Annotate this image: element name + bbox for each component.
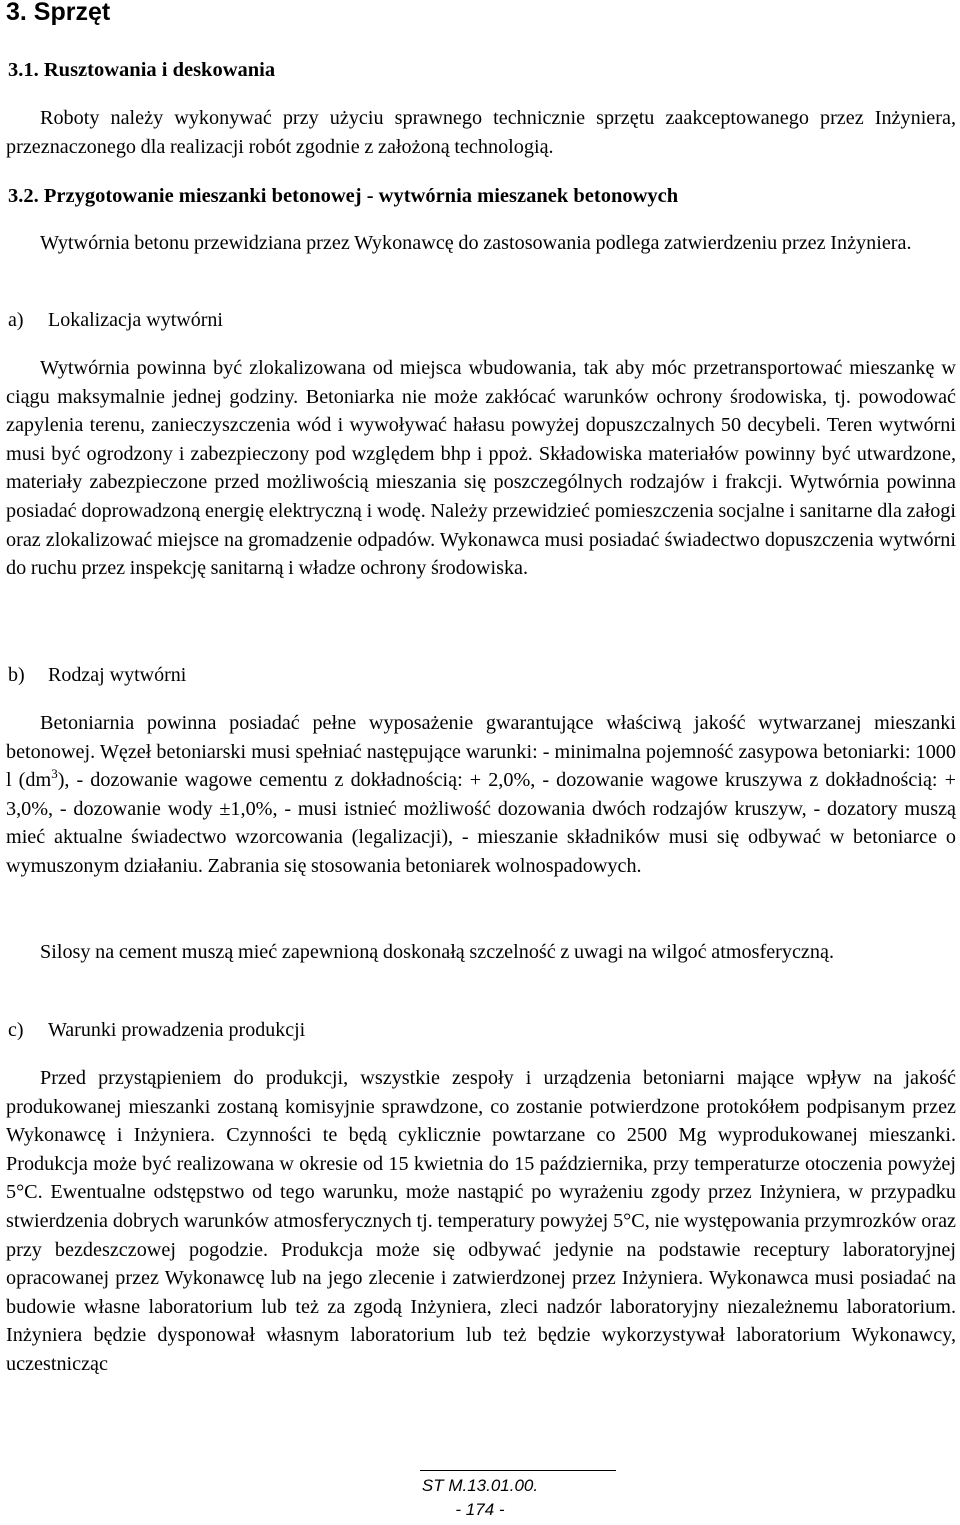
section-3-2-title: 3.2. Przygotowanie mieszanki betonowej - wytwórnia mieszanek betonowych (8, 185, 679, 207)
subsection-b-paragraph (6, 709, 956, 881)
footer-divider (420, 1470, 616, 1471)
superscript-3: 3 (51, 766, 58, 782)
footer-page-number: - 174 - (455, 1500, 505, 1519)
footer-spec-code: ST M.13.01.00. (421, 1476, 539, 1495)
subsection-c-title: Warunki prowadzenia produkcji (48, 1019, 306, 1041)
subsection-b-paragraph-part-1: Betoniarnia powinna posiadać pełne wyposażenie gwarantujące właściwą jakość wytwarzanej mieszanki betonowej. Węzeł betoniarski musi spełniać następujące warunki: - minimalna pojemność zasypowa betoniarki: 1000 l (dm (6, 712, 956, 792)
subsection-b-paragraph-part-2: ), - dozowanie wagowe cementu z dokładnością: + 2,0%, - dozowanie wagowe kruszywa z dokładnością: + 3,0%, - dozowanie wody ±1,0%, - musi istnieć możliwość dozowania dwóch rodzajów kruszyw, - dozatory muszą mieć aktualne świadectwo wzorcowania (legalizacji), - mieszanie składników musi się odbywać w betoniarce o wymuszonym działaniu. Zabrania się stosowania betoniarek wolnospadowych. (6, 769, 956, 877)
section-3-1-title: 3.1. Rusztowania i deskowania (8, 59, 276, 81)
subsection-b-label: b) (8, 664, 25, 686)
subsection-c-paragraph: Przed przystąpieniem do produkcji, wszystkie zespoły i urządzenia betoniarni mające wpływ na jakość produkowanej mieszanki zostaną komisyjnie sprawdzone, co zostanie potwierdzone protokółem podpisanym przez Wykonawcę i Inżyniera. Czynności te będą cyklicznie powtarzane co 2500 Mg wyprodukowanej mieszanki. Produkcja może być realizowana w okresie od 15 kwietnia do 15 października, przy temperaturze otoczenia powyżej 5°C. Ewentualne odstępstwo od tego warunku, może nastąpić po wyrażeniu zgody przez Inżyniera, w przypadku stwierdzenia dobrych warunków atmosferycznych tj. temperatury powyżej 5°C, nie występowania przymrozków oraz przy bezdeszczowej pogodzie. Produkcja może się odbywać jedynie na podstawie receptury laboratoryjnej opracowanej przez Wykonawcę lub na jego zlecenie i zatwierdzonej przez Inżyniera. Wykonawca musi posiadać na budowie własne laboratorium lub też za zgodą Inżyniera, zleci nadzór laboratoryjny niezależnemu laboratorium. Inżyniera będzie dysponował własnym laboratorium lub też będzie wykorzystywał laboratorium Wykonawcy, uczestnicząc (6, 1067, 956, 1375)
subsection-a-label: a) (8, 309, 24, 331)
subsection-a-title: Lokalizacja wytwórni (48, 309, 223, 331)
chapter-heading: 3. Sprzęt (6, 0, 111, 26)
subsection-c-heading (8, 1016, 305, 1044)
subsection-c-label: c) (8, 1019, 24, 1041)
subsection-b-title: Rodzaj wytwórni (48, 664, 187, 686)
subsection-a-heading (8, 306, 223, 334)
subsection-b-silos-paragraph: Silosy na cement muszą mieć zapewnioną doskonałą szczelność z uwagi na wilgoć atmosferyczną. (40, 941, 834, 963)
section-3-1-paragraph: Roboty należy wykonywać przy użyciu sprawnego technicznie sprzętu zaakceptowanego przez Inżyniera, przeznaczonego dla realizacji robót zgodnie z założoną technologią. (6, 107, 956, 158)
section-3-2-paragraph: Wytwórnia betonu przewidziana przez Wykonawcę do zastosowania podlega zatwierdzeniu przez Inżyniera. (40, 232, 912, 254)
subsection-a-paragraph: Wytwórnia powinna być zlokalizowana od miejsca wbudowania, tak aby móc przetransportować mieszankę w ciągu maksymalnie jednej godziny. Betoniarka nie może zakłócać warunków ochrony środowiska, tj. powodować zapylenia terenu, zanieczyszczenia wód i wywoływać hałasu powyżej dopuszczalnych 50 decybeli. Teren wytwórni musi być ogrodzony i zabezpieczony pod względem bhp i ppoż. Składowiska materiałów powinny być utwardzone, materiały zabezpieczone przed możliwością mieszania się poszczególnych rodzajów i frakcji. Wytwórnia powinna posiadać doprowadzoną energię elektryczną i wodę. Należy przewidzieć pomieszczenia socjalne i sanitarne dla załogi oraz zlokalizować miejsce na gromadzenie odpadów. Wykonawca musi posiadać świadectwo dopuszczenia wytwórni do ruchu przez inspekcję sanitarną i władze ochrony środowiska. (6, 357, 956, 580)
subsection-b-heading (8, 661, 186, 689)
